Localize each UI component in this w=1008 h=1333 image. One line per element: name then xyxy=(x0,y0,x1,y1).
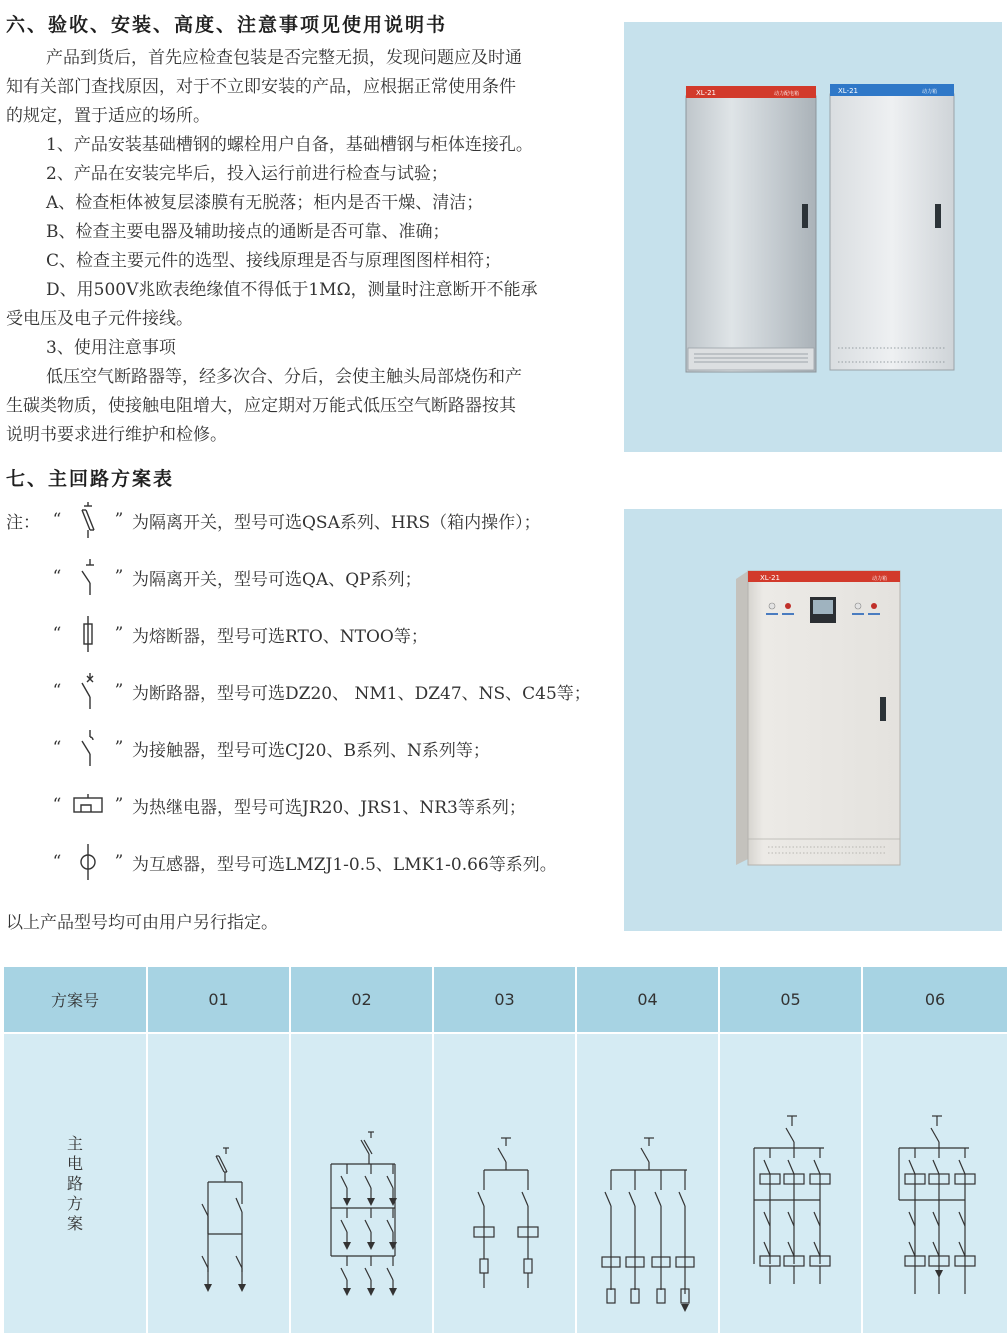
circuit-diagram xyxy=(720,1034,863,1330)
scheme-header-label: 方案号 xyxy=(4,967,147,1033)
scheme-diagram-05 xyxy=(719,1033,862,1333)
legend-text: 为熔断器，型号可选RTO、NTOO等； xyxy=(132,626,428,647)
current-transformer-icon xyxy=(66,840,110,884)
vertical-label-char: 主 xyxy=(66,1134,83,1153)
circuit-diagram xyxy=(434,1034,577,1330)
close-quote: ” xyxy=(114,795,124,815)
cabinet-photo-bottom xyxy=(624,509,1002,931)
open-quote: “ xyxy=(52,852,62,872)
cabinet-label: XL-21 xyxy=(760,574,781,582)
close-quote: ” xyxy=(114,738,124,758)
thermal-relay-icon xyxy=(66,783,110,827)
paragraph-line: 2、产品在安装完毕后，投入运行前进行检查与试验； xyxy=(46,164,448,184)
cabinet-brand: 动力箱 xyxy=(872,576,888,582)
isolating-switch-box-icon xyxy=(66,498,110,542)
scheme-diagram-04 xyxy=(576,1033,719,1333)
legend-item xyxy=(6,555,422,599)
cabinet-brand: 动力配电箱 xyxy=(774,91,800,97)
section7-title: 七、主回路方案表 xyxy=(6,468,175,490)
footer-note: 以上产品型号均可由用户另行指定。 xyxy=(6,913,278,933)
legend-text: 为断路器，型号可选DZ20、 NM1、DZ47、NS、C45等； xyxy=(132,683,591,704)
paragraph-line: 低压空气断路器等，经多次合、分后，会使主触头局部烧伤和产 xyxy=(46,367,522,387)
paragraph-line: 知有关部门查找原因，对于不立即安装的产品，应根据正常使用条件 xyxy=(6,77,516,97)
cabinet-photo-bottom-image xyxy=(624,509,1002,931)
circuit-diagram xyxy=(863,1034,1008,1330)
legend-text: 为隔离开关，型号可选QA、QP系列； xyxy=(132,569,422,590)
cabinet-brand: 动力箱 xyxy=(922,89,938,95)
close-quote: ” xyxy=(114,567,124,587)
paragraph-line: 生碳类物质，使接触电阻增大，应定期对万能式低压空气断路器按其 xyxy=(6,396,516,416)
legend-item xyxy=(6,783,526,827)
legend-text: 为隔离开关，型号可选QSA系列、HRS（箱内操作）； xyxy=(132,512,541,533)
symbol-legend xyxy=(6,498,606,898)
paragraph-line: B、检查主要电器及辅助接点的通断是否可靠、准确； xyxy=(46,222,450,242)
section6-body xyxy=(6,44,596,450)
vertical-row-label xyxy=(67,1134,83,1234)
vertical-label-char: 方 xyxy=(66,1194,83,1213)
paragraph-line: A、检查柜体被复层漆膜有无脱落；柜内是否干燥、清洁； xyxy=(46,193,484,213)
paragraph-line: 说明书要求进行维护和检修。 xyxy=(6,425,227,445)
vertical-label-char: 电 xyxy=(66,1154,83,1173)
close-quote: ” xyxy=(114,852,124,872)
scheme-number: 03 xyxy=(433,967,576,1033)
open-quote: “ xyxy=(52,738,62,758)
circuit-diagram xyxy=(148,1034,291,1330)
fuse-icon xyxy=(66,612,110,656)
isolating-switch-icon xyxy=(66,555,110,599)
legend-item xyxy=(6,726,490,770)
paragraph-line: D、用500V兆欧表绝缘值不得低于1MΩ，测量时注意断开不能承 xyxy=(46,280,538,300)
legend-text: 为热继电器，型号可选JR20、JRS1、NR3等系列； xyxy=(132,797,526,818)
circuit-diagram xyxy=(291,1034,434,1330)
note-prefix: 注： xyxy=(6,512,40,533)
scheme-row-label xyxy=(4,1033,147,1333)
vertical-label-char: 路 xyxy=(66,1174,83,1193)
cabinet-label: XL-21 xyxy=(696,89,717,97)
scheme-number: 05 xyxy=(719,967,862,1033)
open-quote: “ xyxy=(52,510,62,530)
section6-title: 六、验收、安装、高度、注意事项见使用说明书 xyxy=(6,14,448,36)
legend-text: 为互感器，型号可选LMZJ1-0.5、LMK1-0.66等系列。 xyxy=(132,854,557,875)
open-quote: “ xyxy=(52,795,62,815)
paragraph-line: C、检查主要元件的选型、接线原理是否与原理图图样相符； xyxy=(46,251,502,271)
scheme-number: 01 xyxy=(147,967,290,1033)
legend-item xyxy=(6,669,591,713)
main-circuit-scheme-table xyxy=(4,967,1008,1333)
scheme-number: 04 xyxy=(576,967,719,1033)
close-quote: ” xyxy=(114,624,124,644)
contactor-icon xyxy=(66,726,110,770)
scheme-diagram-02 xyxy=(290,1033,433,1333)
cabinet-photo-top xyxy=(624,22,1002,452)
close-quote: ” xyxy=(114,681,124,701)
scheme-diagram-06 xyxy=(862,1033,1008,1333)
paragraph-line: 产品到货后，首先应检查包装是否完整无损，发现问题应及时通 xyxy=(46,48,522,68)
cabinet-photo-top-image xyxy=(624,22,1002,452)
paragraph-line: 3、使用注意事项 xyxy=(46,338,176,358)
open-quote: “ xyxy=(52,624,62,644)
legend-item xyxy=(6,840,557,884)
legend-item xyxy=(6,612,428,656)
legend-text: 为接触器，型号可选CJ20、B系列、N系列等； xyxy=(132,740,490,761)
scheme-number: 06 xyxy=(862,967,1008,1033)
open-quote: “ xyxy=(52,567,62,587)
legend-item xyxy=(6,498,541,542)
paragraph-line: 受电压及电子元件接线。 xyxy=(6,309,193,329)
scheme-diagram-01 xyxy=(147,1033,290,1333)
circuit-breaker-icon xyxy=(66,669,110,713)
paragraph-line: 1、产品安装基础槽钢的螺栓用户自备，基础槽钢与柜体连接孔。 xyxy=(46,135,533,155)
scheme-diagram-03 xyxy=(433,1033,576,1333)
scheme-number: 02 xyxy=(290,967,433,1033)
open-quote: “ xyxy=(52,681,62,701)
close-quote: ” xyxy=(114,510,124,530)
vertical-label-char: 案 xyxy=(66,1214,83,1233)
paragraph-line: 的规定，置于适应的场所。 xyxy=(6,106,210,126)
cabinet-label: XL-21 xyxy=(838,87,859,95)
circuit-diagram xyxy=(577,1034,720,1330)
